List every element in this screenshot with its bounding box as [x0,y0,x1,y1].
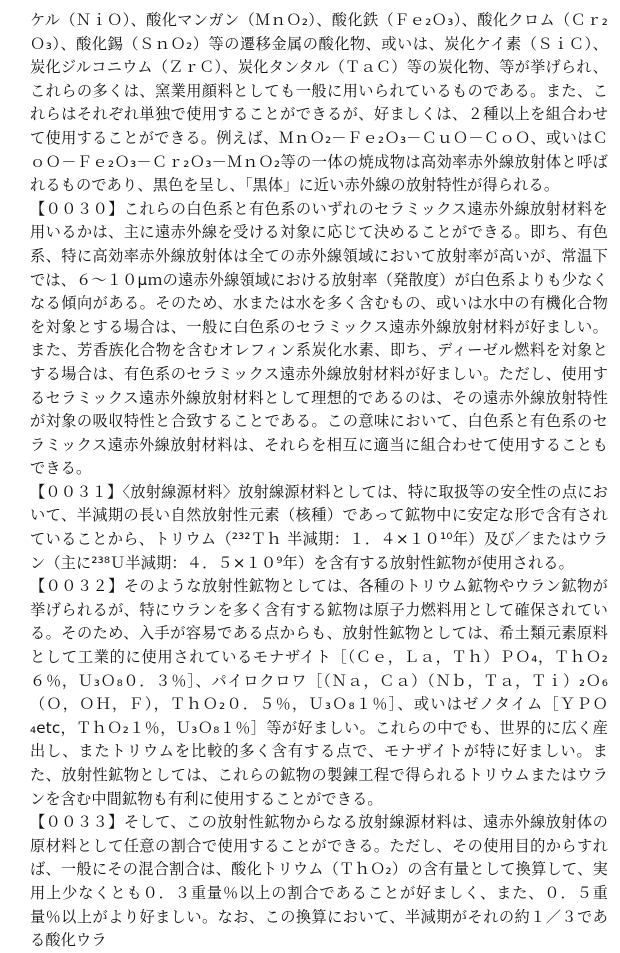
paragraph-0029-continued [30,9,608,198]
paragraph-number: 【００３０】 [30,199,124,218]
paragraph-text: ケル（ＮｉＯ）、酸化マンガン（ＭｎＯ₂）、酸化鉄（Ｆｅ₂Ｏ₃）、酸化クロム（Ｃｒ₂Ｏ₃）、酸化錫（ＳｎＯ₂）等の遷移金属の酸化物、或いは、炭化ケイ素（ＳｉＣ）、炭化ジルコニウム（ＺｒＣ）、炭化タンタル（ＴａＣ）等の炭化物、等が挙げられ、これらの多くは、窯業用顔料としても一般に用いられているものである。また、これらはそれぞれ単独で使用することができるが、好ましくは、２種以上を組合わせて使用することができる。例えば、ＭｎＯ₂－Ｆｅ₂Ｏ₃－ＣｕＯ－ＣｏＯ、或いはＣｏＯ－Ｆｅ₂Ｏ₃－Ｃｒ₂Ｏ₃－ＭｎＯ₂等の一体の焼成物は高効率赤外線放射体と呼ばれるものであり、黒色を呈し、「黒体」に近い赤外線の放射特性が得られる。 [30,11,608,195]
paragraph-0031 [30,481,608,575]
paragraph-0033 [30,811,608,953]
paragraph-number: 【００３１】 [30,482,123,501]
paragraph-0032 [30,575,608,811]
paragraph-text: そのような放射性鉱物としては、各種のトリウム鉱物やウラン鉱物が挙げられるが、特にウランを多く含有する鉱物は原子力燃料用として確保されている。そのため、入手が容易である点からも、放射性鉱物としては、希土類元素原料として工業的に使用されているモナザイト［（Ｃｅ，Ｌａ，Ｔｈ）ＰＯ₄，ＴｈＯ₂６％，Ｕ₃Ｏ₈０．３％］、パイロクロワ［（Ｎａ，Ｃａ）（Ｎｂ，Ｔａ，Ｔｉ）₂Ｏ₆（Ｏ，ＯＨ，Ｆ），ＴｈＯ₂０．５％，Ｕ₃Ｏ₈１％］、或いはゼノタイム［ＹＰＯ₄etc，ＴｈＯ₂１％，Ｕ₃Ｏ₈１％］等が好ましい。これらの中でも、世界的に広く産出し、またトリウムを比較的多く含有する点で、モナザイトが特に好ましい。また、放射性鉱物としては、これらの鉱物の製錬工程で得られるトリウムまたはウランを含む中間鉱物も有利に使用することができる。 [30,577,609,808]
paragraph-0030 [30,198,608,481]
paragraph-text: 〈放射線源材料〉放射線源材料としては、特に取扱等の安全性の点において、半減期の長い自然放射性元素（核種）であって鉱物中に安定な形で含有されていることから、トリウム（²³²Ｔｈ 半減期：１．４×１０¹⁰年）及び／またはウラン（主に²³⁸Ｕ半減期：４．５×１０⁹年）を含有する放射性鉱物が使用される。 [30,482,609,572]
paragraph-number: 【００３２】 [30,577,124,596]
paragraph-text: そして、この放射性鉱物からなる放射線源材料は、遠赤外線放射体の原材料として任意の割合で使用することができる。ただし、その使用目的からすれば、一般にその混合割合は、酸化トリウム（ＴｈＯ₂）の含有量として換算して、実用上少なくとも０．３重量％以上の割合であることが好ましく、また、０．５重量％以上がより好ましい。なお、この換算において、半減期がそれの約１／３である酸化ウラ [30,813,608,950]
paragraph-number: 【００３３】 [30,813,124,832]
paragraph-text: これらの白色系と有色系のいずれのセラミックス遠赤外線放射材料を用いるかは、主に遠赤外線を受ける対象に応じて決めることができる。即ち、有色系、特に高効率赤外線放射体は全ての赤外線領域において放射率が高いが、常温下では、６～１０μｍの遠赤外線領域における放射率（発散度）が白色系よりも少なくなる傾向がある。そのため、水または水を多く含むもの、或いは水中の有機化合物を対象とする場合は、一般に白色系のセラミックス遠赤外線放射材料が好ましい。また、芳香族化合物を含むオレフィン系炭化水素、即ち、ディーゼル燃料を対象とする場合は、有色系のセラミックス遠赤外線放射材料が好ましい。ただし、使用するセラミックス遠赤外線放射材料として理想的であるのは、その遠赤外線放射特性が対象の吸収特性と合致することである。この意味において、白色系と有色系のセラミックス遠赤外線放射材料は、それらを相互に適当に組合わせて使用することもできる。 [30,199,608,478]
